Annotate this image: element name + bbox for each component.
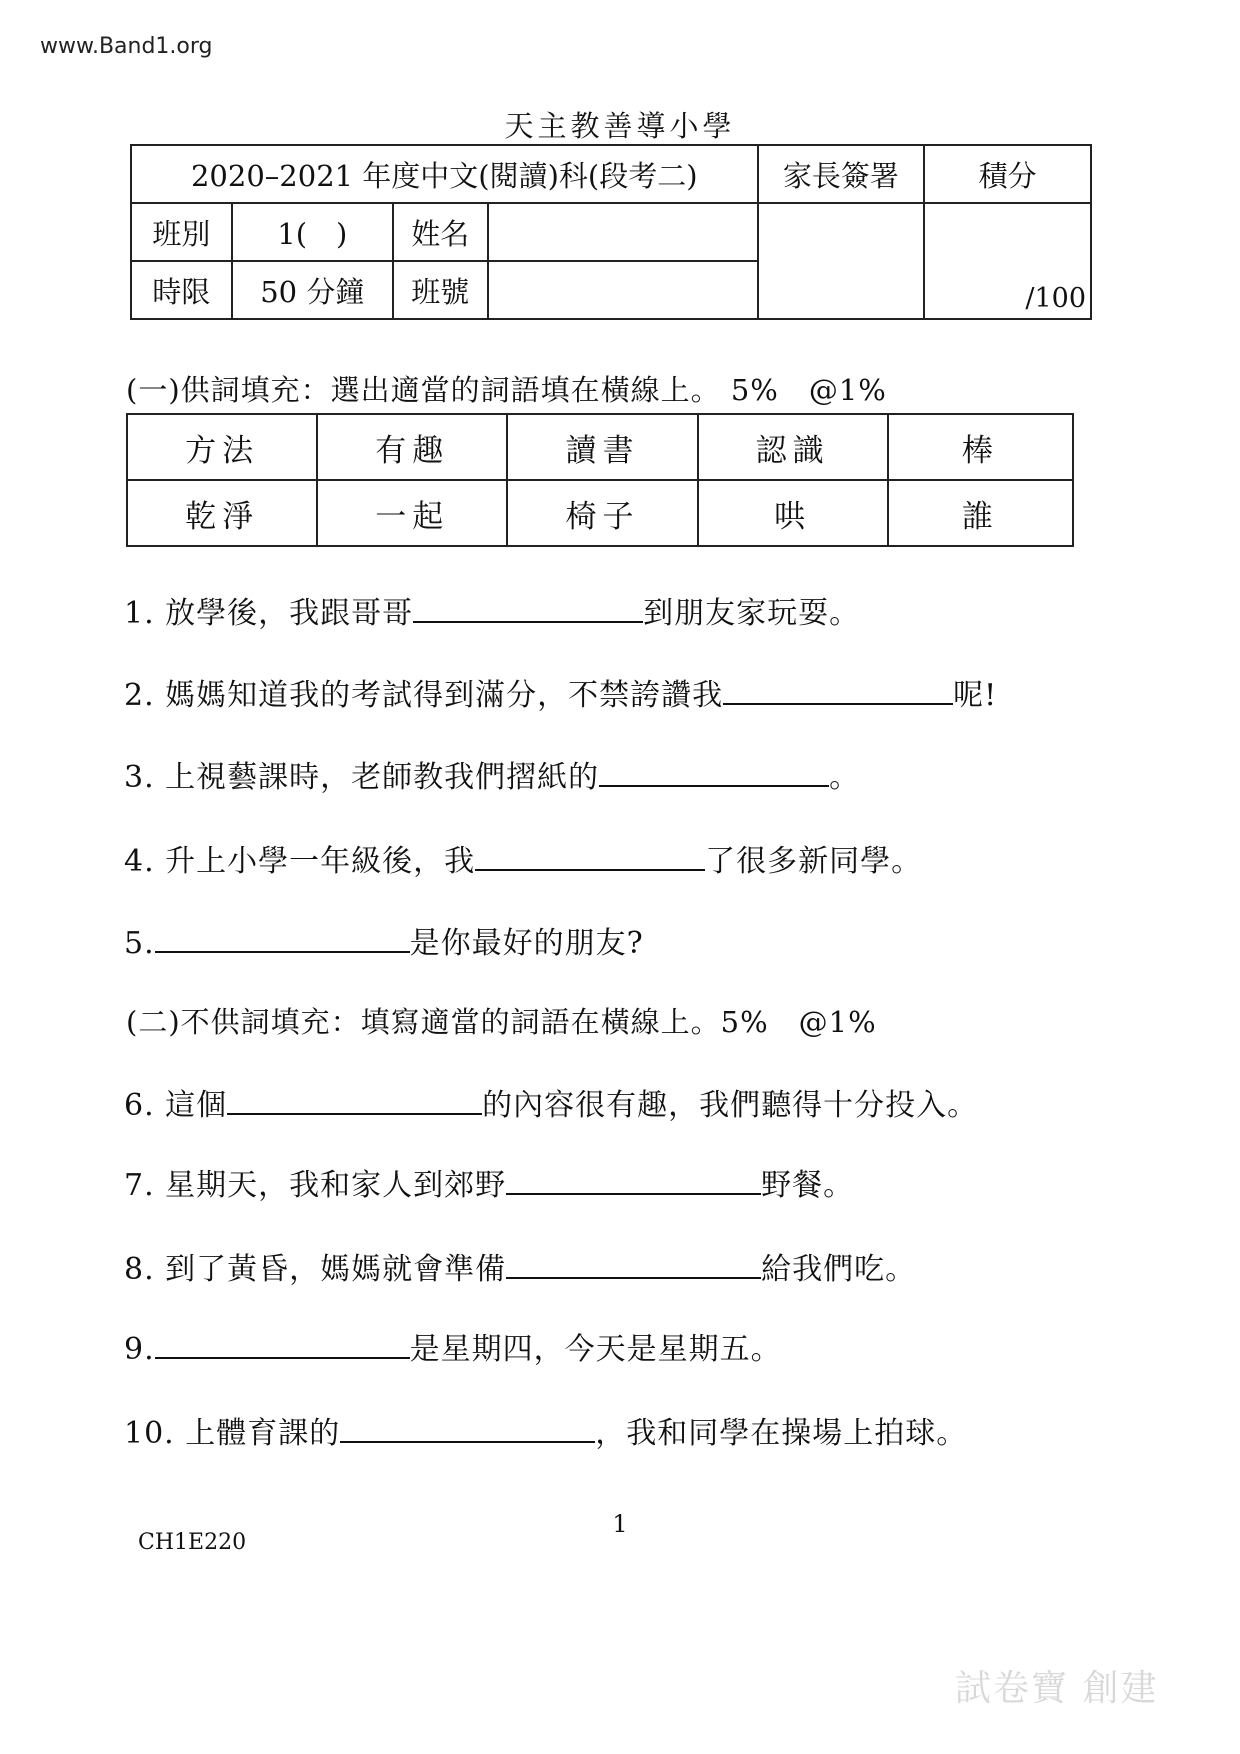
- question-row: [124, 588, 860, 632]
- parent-signature-label: 家長簽署: [758, 145, 925, 203]
- word-bank-item: 棒: [888, 414, 1073, 480]
- question-text-before: 5.: [124, 926, 155, 961]
- question-text-after: 的內容很有趣，我們聽得十分投入。: [482, 1088, 979, 1123]
- number-label: 班號: [393, 261, 488, 319]
- word-bank-item: 認識: [698, 414, 888, 480]
- question-text-after: 到朋友家玩耍。: [643, 596, 861, 631]
- question-row: [124, 836, 922, 880]
- question-text-before: 3. 上視藝課時，老師教我們摺紙的: [124, 760, 600, 795]
- question-text-before: 7. 星期天，我和家人到郊野: [124, 1168, 507, 1203]
- question-text-after: 野餐。: [761, 1168, 855, 1203]
- word-bank-item: 方法: [127, 414, 317, 480]
- score-total: /100: [1025, 283, 1086, 314]
- question-text-before: 9.: [124, 1332, 155, 1367]
- question-text-after: 了很多新同學。: [705, 844, 923, 879]
- question-text-after: 。: [829, 760, 861, 795]
- question-text-after: ，我和同學在操場上拍球。: [595, 1416, 968, 1451]
- question-text-after: 呢!: [953, 678, 998, 713]
- school-name: 天主教善導小學: [504, 109, 736, 143]
- question-row: [124, 1080, 978, 1124]
- class-value: 1( ): [232, 203, 393, 261]
- exam-header-table: [130, 144, 1092, 320]
- answer-blank[interactable]: [155, 921, 410, 953]
- word-bank-item: 乾淨: [127, 480, 317, 546]
- question-row: [124, 1160, 854, 1204]
- word-bank-item: 一起: [317, 480, 507, 546]
- time-label: 時限: [131, 261, 232, 319]
- number-field[interactable]: [488, 261, 758, 319]
- answer-blank[interactable]: [723, 673, 953, 705]
- question-text-before: 2. 媽媽知道我的考試得到滿分，不禁誇讚我: [124, 678, 724, 713]
- question-row: [124, 752, 860, 796]
- word-bank-item: 誰: [888, 480, 1073, 546]
- score-field[interactable]: [924, 203, 1091, 319]
- section1-title: (一)供詞填充：選出適當的詞語填在橫線上。 5% @1%: [126, 373, 887, 407]
- answer-blank[interactable]: [155, 1327, 410, 1359]
- word-bank-item: 讀書: [507, 414, 697, 480]
- time-value: 50 分鐘: [232, 261, 393, 319]
- answer-blank[interactable]: [506, 1163, 761, 1195]
- word-bank-item: 哄: [698, 480, 888, 546]
- question-text-after: 是星期四，今天是星期五。: [409, 1332, 782, 1367]
- answer-blank[interactable]: [506, 1247, 761, 1279]
- class-label: 班別: [131, 203, 232, 261]
- name-field[interactable]: [488, 203, 758, 261]
- site-url: www.Band1.org: [40, 34, 213, 59]
- name-label: 姓名: [393, 203, 488, 261]
- question-row: [124, 918, 644, 962]
- score-label: 積分: [924, 145, 1091, 203]
- parent-signature-field[interactable]: [758, 203, 925, 319]
- question-row: [124, 1408, 967, 1452]
- watermark: 試卷寶 創建: [955, 1668, 1159, 1709]
- question-text-after: 是你最好的朋友?: [409, 926, 644, 961]
- answer-blank[interactable]: [475, 839, 705, 871]
- answer-blank[interactable]: [227, 1083, 482, 1115]
- word-bank-row: [127, 414, 1073, 480]
- answer-blank[interactable]: [413, 591, 643, 623]
- question-row: [124, 670, 997, 714]
- question-text-before: 4. 升上小學一年級後，我: [124, 844, 476, 879]
- exam-title: 2020–2021 年度中文(閱讀)科(段考二): [131, 145, 758, 203]
- page-number: 1: [612, 1510, 628, 1538]
- word-bank-table: [126, 413, 1074, 547]
- question-text-before: 6. 這個: [124, 1088, 228, 1123]
- question-text-before: 8. 到了黃昏，媽媽就會準備: [124, 1252, 507, 1287]
- question-text-after: 給我們吃。: [761, 1252, 917, 1287]
- word-bank-item: 椅子: [507, 480, 697, 546]
- section2-title: (二)不供詞填充：填寫適當的詞語在橫線上。5% @1%: [126, 1005, 877, 1039]
- question-row: [124, 1244, 916, 1288]
- answer-blank[interactable]: [340, 1411, 595, 1443]
- question-row: [124, 1324, 782, 1368]
- question-text-before: 10. 上體育課的: [124, 1416, 341, 1451]
- question-text-before: 1. 放學後，我跟哥哥: [124, 596, 414, 631]
- answer-blank[interactable]: [599, 755, 829, 787]
- word-bank-item: 有趣: [317, 414, 507, 480]
- paper-code: CH1E220: [138, 1530, 247, 1555]
- word-bank-row: [127, 480, 1073, 546]
